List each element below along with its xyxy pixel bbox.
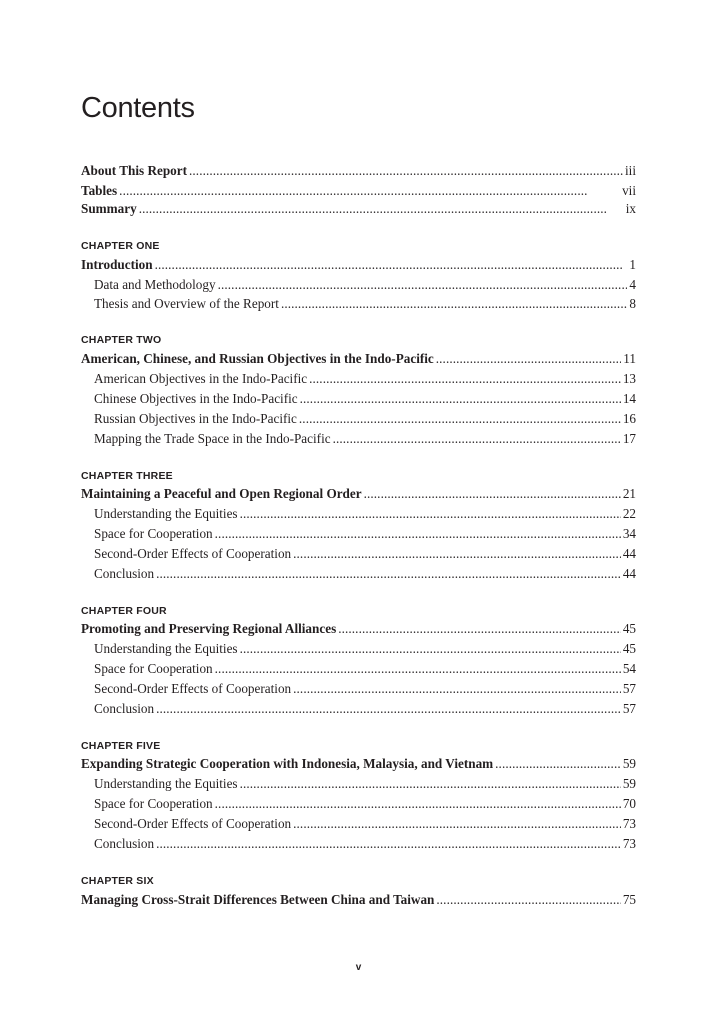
toc-entry-page: 45 xyxy=(622,641,636,656)
toc-section-entry[interactable] xyxy=(94,795,636,813)
dot-leader xyxy=(215,660,621,678)
toc-entry-page: 70 xyxy=(622,796,636,811)
dot-leader xyxy=(156,565,621,583)
dot-leader xyxy=(300,390,621,408)
dot-leader xyxy=(436,891,620,909)
dot-leader xyxy=(309,370,621,388)
toc-section-entry[interactable] xyxy=(94,700,636,718)
toc-section-entry[interactable] xyxy=(94,545,636,563)
toc-entry-page: 11 xyxy=(623,351,636,366)
toc-entry-page: 14 xyxy=(622,391,636,406)
toc-entry-page: 8 xyxy=(629,296,636,311)
toc-chapter-entry[interactable] xyxy=(81,485,636,503)
chapter-label: CHAPTER FOUR xyxy=(81,605,167,617)
toc-entry-label: Chinese Objectives in the Indo-Pacific xyxy=(94,391,298,406)
toc-section-entry[interactable] xyxy=(94,775,636,793)
toc-chapter-entry[interactable] xyxy=(81,620,636,638)
toc-section-entry[interactable] xyxy=(94,276,636,294)
toc-section-entry[interactable] xyxy=(94,640,636,658)
toc-entry-label: Managing Cross-Strait Differences Between China and Taiwan xyxy=(81,892,435,907)
toc-entry-label: Thesis and Overview of the Report xyxy=(94,296,279,311)
toc-entry-page: 59 xyxy=(622,756,636,771)
toc-section-entry[interactable] xyxy=(94,660,636,678)
toc-entry-page: 16 xyxy=(622,411,636,426)
toc-entry-about-this-report[interactable] xyxy=(81,162,636,180)
toc-entry-label: Summary xyxy=(81,201,137,216)
toc-entry-page: 45 xyxy=(622,621,636,636)
toc-section-entry[interactable] xyxy=(94,835,636,853)
toc-entry-page: 44 xyxy=(622,546,636,561)
toc-entry-label: Conclusion xyxy=(94,701,155,716)
dot-leader xyxy=(155,256,628,274)
toc-entry-label: Tables xyxy=(81,183,118,198)
dot-leader xyxy=(436,350,622,368)
dot-leader xyxy=(364,485,621,503)
dot-leader xyxy=(215,525,621,543)
toc-entry-label: Understanding the Equities xyxy=(94,641,238,656)
page-title: Contents xyxy=(81,92,195,124)
toc-entry-page: 57 xyxy=(622,681,636,696)
toc-entry-label: Maintaining a Peaceful and Open Regional Order xyxy=(81,486,362,501)
toc-chapter-entry[interactable] xyxy=(81,891,636,909)
toc-chapter-entry[interactable] xyxy=(81,350,636,368)
toc-section-entry[interactable] xyxy=(94,370,636,388)
dot-leader xyxy=(333,430,621,448)
chapter-label: CHAPTER SIX xyxy=(81,875,154,887)
toc-section-entry[interactable] xyxy=(94,680,636,698)
toc-section-entry[interactable] xyxy=(94,565,636,583)
toc-entry-label: Promoting and Preserving Regional Alliances xyxy=(81,621,337,636)
dot-leader xyxy=(139,200,624,218)
toc-entry-page: iii xyxy=(625,163,636,178)
toc-entry-label: American, Chinese, and Russian Objectives in the Indo-Pacific xyxy=(81,351,434,366)
dot-leader xyxy=(119,182,620,200)
toc-entry-label: Space for Cooperation xyxy=(94,526,213,541)
dot-leader xyxy=(189,162,623,180)
toc-entry-label: Understanding the Equities xyxy=(94,506,238,521)
toc-section-entry[interactable] xyxy=(94,815,636,833)
toc-entry-label: Conclusion xyxy=(94,566,155,581)
toc-entry-summary[interactable] xyxy=(81,200,636,218)
toc-entry-label: Space for Cooperation xyxy=(94,661,213,676)
toc-entry-page: vii xyxy=(622,183,636,198)
toc-chapter-entry[interactable] xyxy=(81,755,636,773)
toc-entry-page: 59 xyxy=(622,776,636,791)
toc-entry-label: Russian Objectives in the Indo-Pacific xyxy=(94,411,297,426)
toc-entry-label: Understanding the Equities xyxy=(94,776,238,791)
toc-entry-page: 44 xyxy=(622,566,636,581)
toc-entry-page: 34 xyxy=(622,526,636,541)
toc-section-entry[interactable] xyxy=(94,525,636,543)
toc-chapter-entry[interactable] xyxy=(81,256,636,274)
dot-leader xyxy=(156,835,621,853)
toc-entry-page: 73 xyxy=(622,836,636,851)
dot-leader xyxy=(215,795,621,813)
toc-entry-label: Second-Order Effects of Cooperation xyxy=(94,681,292,696)
toc-entry-label: Data and Methodology xyxy=(94,277,216,292)
dot-leader xyxy=(338,620,621,638)
page-number: v xyxy=(355,962,362,973)
toc-entry-page: 13 xyxy=(622,371,636,386)
toc-section-entry[interactable] xyxy=(94,505,636,523)
toc-entry-page: 21 xyxy=(622,486,636,501)
toc-entry-page: 57 xyxy=(622,701,636,716)
toc-entry-label: Introduction xyxy=(81,257,153,272)
toc-entry-page: 4 xyxy=(629,277,636,292)
toc-section-entry[interactable] xyxy=(94,410,636,428)
toc-entry-page: 75 xyxy=(622,892,636,907)
chapter-label: CHAPTER TWO xyxy=(81,334,162,346)
dot-leader xyxy=(281,295,627,313)
toc-section-entry[interactable] xyxy=(94,295,636,313)
toc-section-entry[interactable] xyxy=(94,390,636,408)
toc-entry-page: 17 xyxy=(622,431,636,446)
toc-entry-page: ix xyxy=(625,201,636,216)
chapter-label: CHAPTER THREE xyxy=(81,470,173,482)
toc-section-entry[interactable] xyxy=(94,430,636,448)
dot-leader xyxy=(495,755,621,773)
toc-entry-page: 73 xyxy=(622,816,636,831)
dot-leader xyxy=(156,700,621,718)
chapter-label: CHAPTER FIVE xyxy=(81,740,161,752)
toc-entry-page: 22 xyxy=(622,506,636,521)
toc-entry-label: Second-Order Effects of Cooperation xyxy=(94,546,292,561)
toc-entry-label: Conclusion xyxy=(94,836,155,851)
chapter-label: CHAPTER ONE xyxy=(81,240,160,252)
toc-entry-label: Space for Cooperation xyxy=(94,796,213,811)
dot-leader xyxy=(293,680,621,698)
dot-leader xyxy=(293,545,621,563)
dot-leader xyxy=(240,640,621,658)
toc-entry-label: American Objectives in the Indo-Pacific xyxy=(94,371,308,386)
toc-entry-label: Expanding Strategic Cooperation with Indonesia, Malaysia, and Vietnam xyxy=(81,756,494,771)
toc-entry-label: Second-Order Effects of Cooperation xyxy=(94,816,292,831)
dot-leader xyxy=(293,815,621,833)
toc-entry-page: 1 xyxy=(629,257,636,272)
toc-entry-tables[interactable] xyxy=(81,182,636,200)
toc-entry-page: 54 xyxy=(622,661,636,676)
toc-entry-label: About This Report xyxy=(81,163,188,178)
dot-leader xyxy=(240,505,621,523)
dot-leader xyxy=(240,775,621,793)
toc-entry-label: Mapping the Trade Space in the Indo-Pacific xyxy=(94,431,331,446)
dot-leader xyxy=(299,410,621,428)
dot-leader xyxy=(218,276,628,294)
